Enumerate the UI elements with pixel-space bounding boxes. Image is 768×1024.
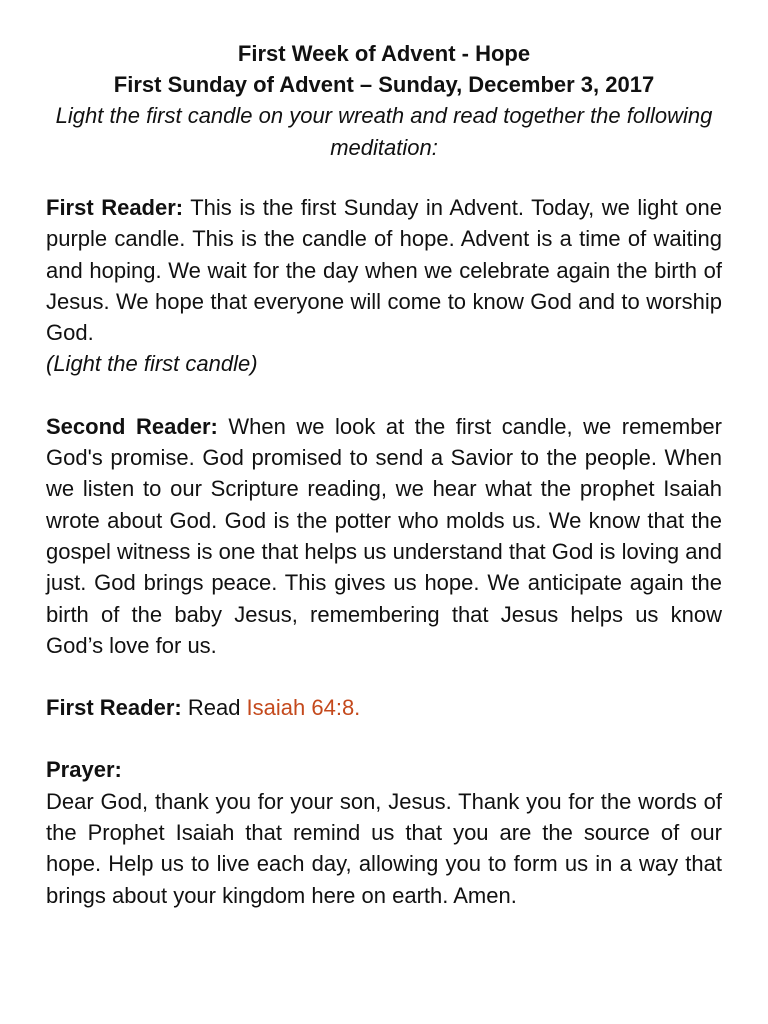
scripture-reference-link[interactable]: Isaiah 64:8.: [246, 695, 361, 721]
page-subtitle: First Sunday of Advent – Sunday, December 3, 2017: [113, 72, 655, 97]
prayer-label: Prayer:: [46, 757, 122, 783]
scripture-read-text: Read: [181, 695, 247, 721]
page-title: First Week of Advent - Hope: [237, 41, 531, 66]
prayer-text: Dear God, thank you for your son, Jesus. Thank you for the words of the Prophet Isaiah that remind us that you are the source of our hope. Help us to live each day, allowing you to form us in a way that brings about your kingdom here on earth. Amen.: [46, 788, 722, 908]
scripture-reading-section: [46, 692, 722, 723]
first-reader-section: [46, 192, 722, 380]
second-reader-label: Second Reader:: [46, 413, 218, 439]
instruction-text: Light the first candle on your wreath and read together the following meditation:: [55, 103, 713, 160]
scripture-reader-label: First Reader:: [46, 695, 182, 721]
light-candle-note: (Light the first candle): [46, 351, 258, 377]
second-reader-section: [46, 411, 722, 661]
prayer-section: [46, 754, 722, 910]
second-reader-text: When we look at the first candle, we remember God's promise. God promised to send a Savior to the people. When we listen to our Scripture reading, we hear what the prophet Isaiah wrote about God. God is the potter who molds us. We know that the gospel witness is one that helps us understand that God is loving and just. God brings peace. This gives us hope. We anticipate again the birth of the baby Jesus, remembering that Jesus helps us know God’s love for us.: [46, 413, 722, 658]
first-reader-text: This is the first Sunday in Advent. Today, we light one purple candle. This is the candle of hope. Advent is a time of waiting and hoping. We wait for the day when we celebrate again the birth of Jesus. We hope that everyone will come to know God and to worship God.: [46, 195, 722, 346]
first-reader-label: First Reader:: [46, 195, 184, 220]
document-header: [46, 38, 722, 164]
